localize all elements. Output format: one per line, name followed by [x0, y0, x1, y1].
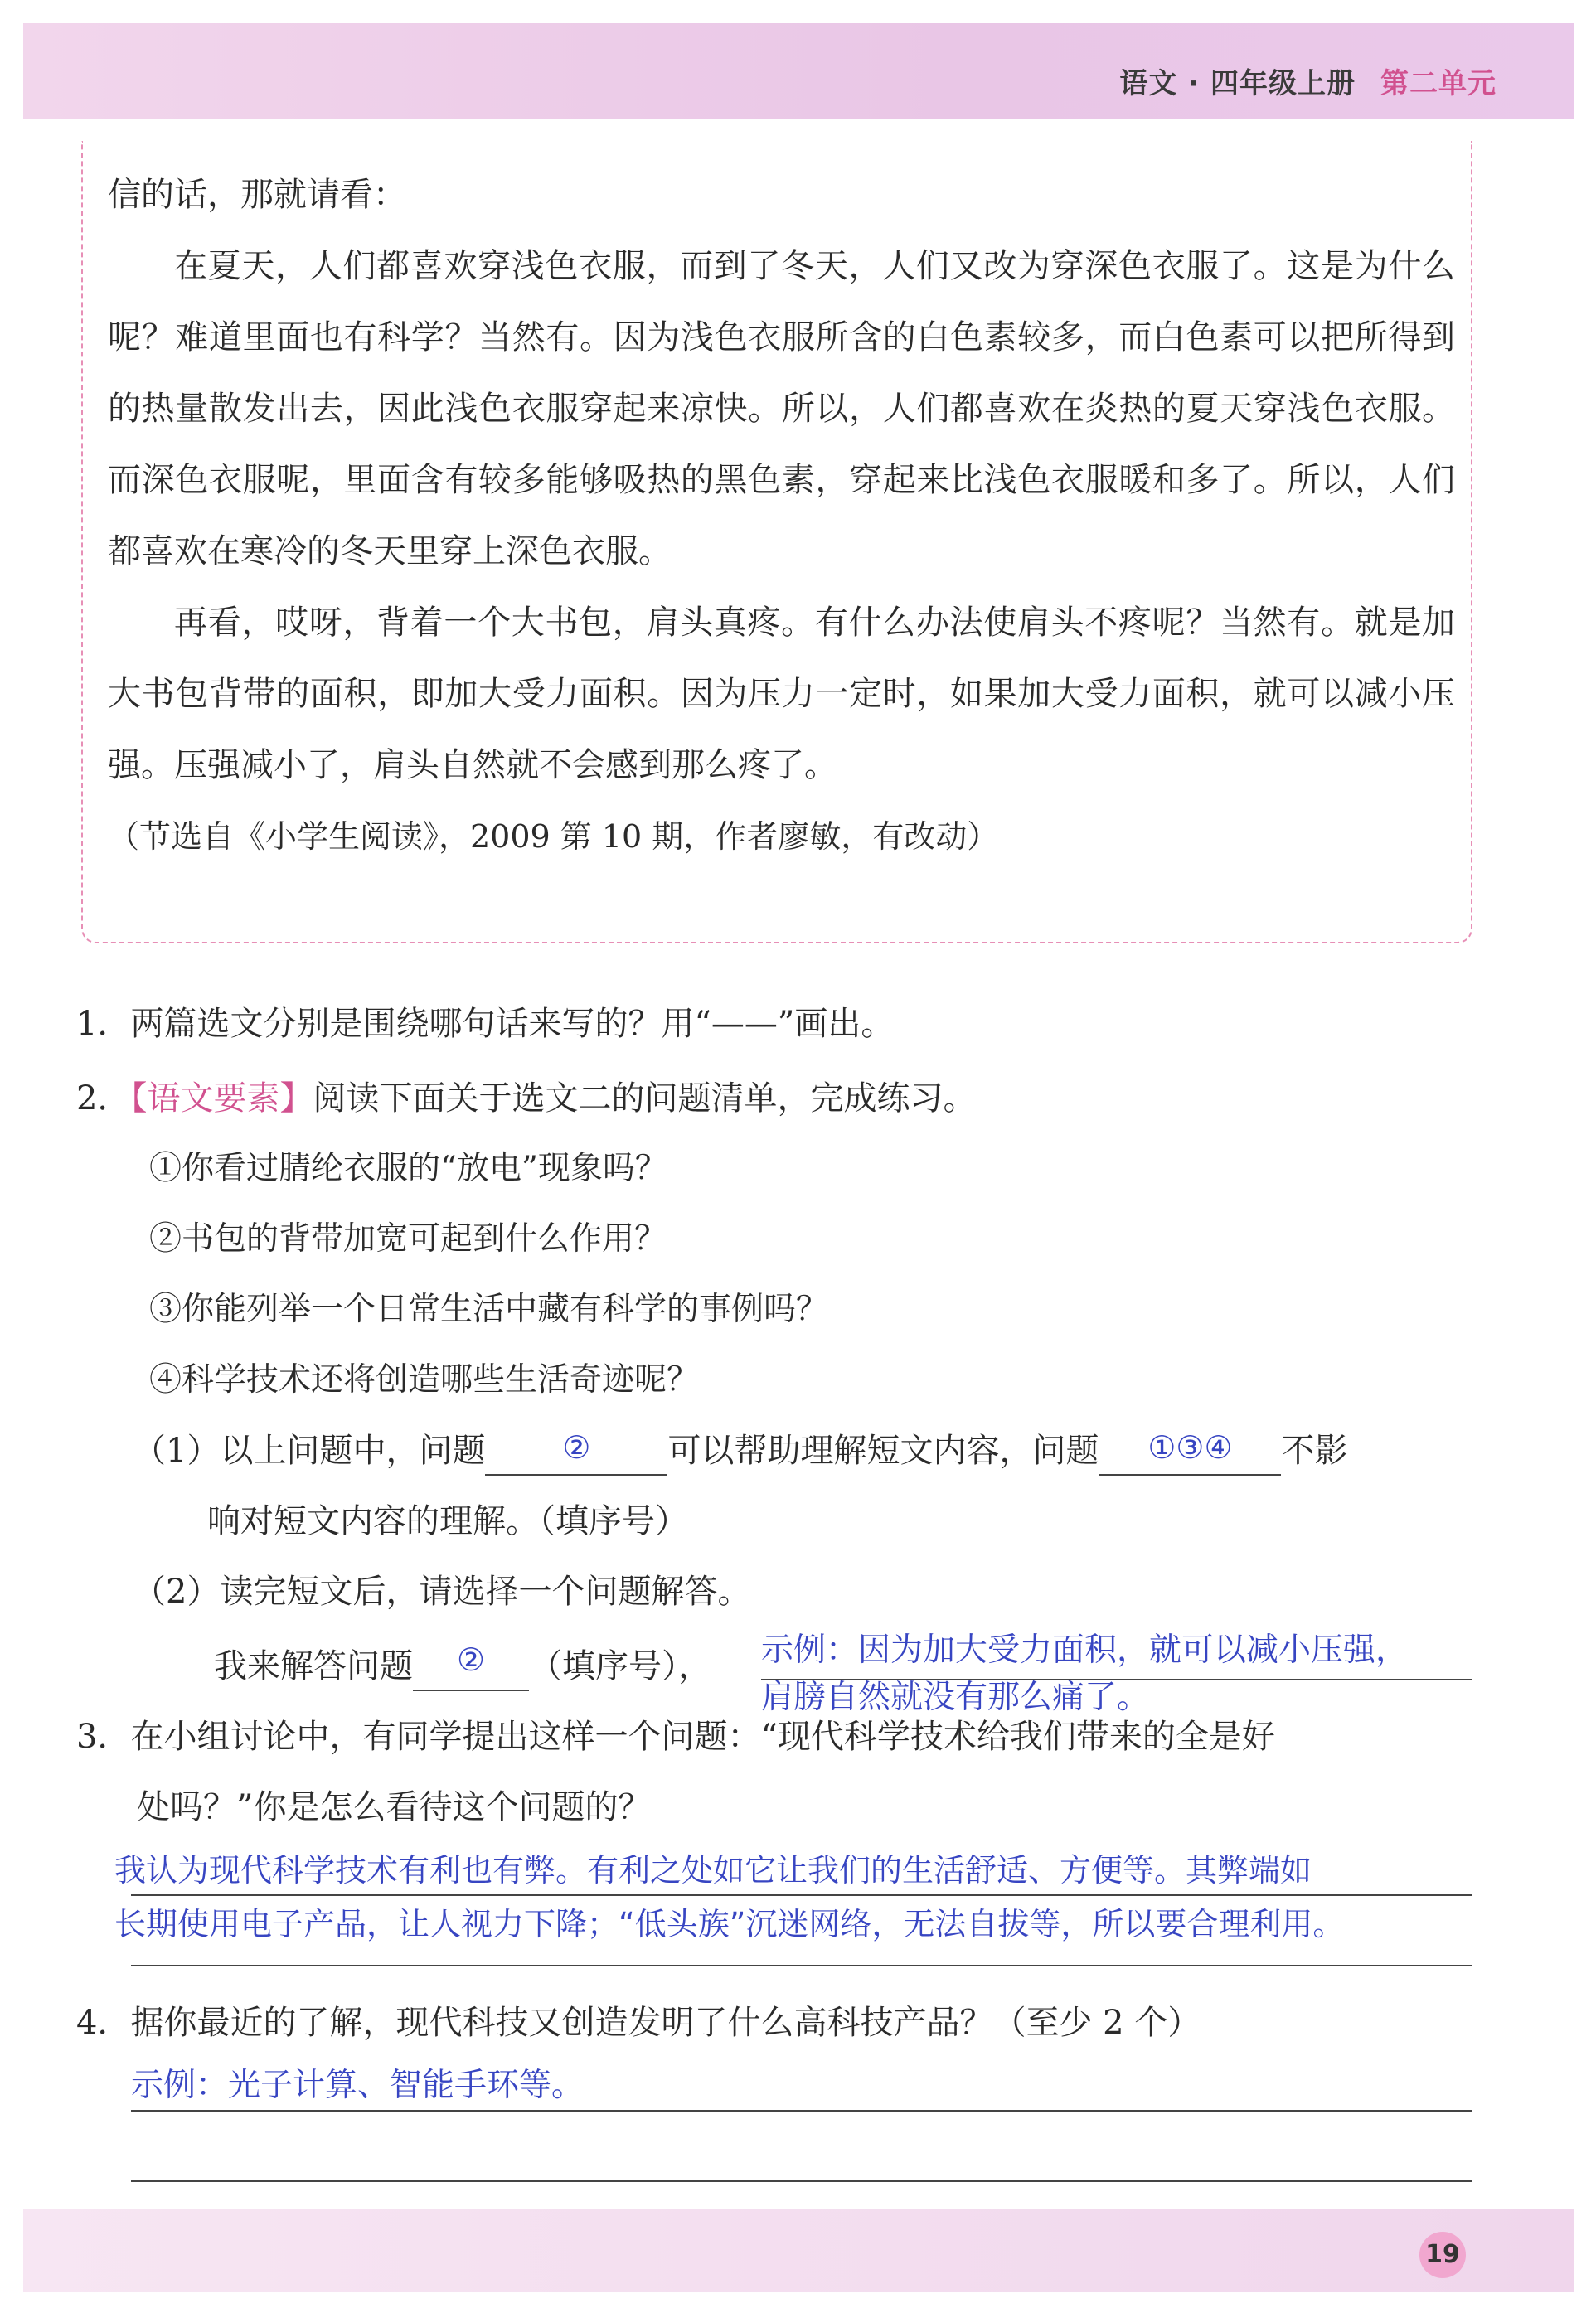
passage-paragraph-1: 在夏天，人们都喜欢穿浅色衣服，而到了冬天，人们又改为穿深色衣服了。这是为什么呢？难道里面也有科学？当然有。因为浅色衣服所含的白色素较多，而白色素可以把所得到的热量散发出去，因此浅色衣服穿起来凉快。所以，人们都喜欢在炎热的夏天穿浅色衣服。而深色衣服呢，里面含有较多能够吸热的黑色素，穿起来比浅色衣服暖和多了。所以，人们都喜欢在寒冷的冬天里穿上深色衣服。 [108, 247, 1455, 570]
answer-blank-3[interactable] [413, 1643, 529, 1691]
answer-fill-2: ①③④ [1147, 1429, 1233, 1466]
list-item: ①你看过腈纶衣服的“放电”现象吗？ [149, 1150, 667, 1187]
answer-rule [131, 1965, 1472, 1966]
question-4-answer: 示例：光子计算、智能手环等。 [131, 2067, 585, 2104]
passage-paragraph-2: 再看，哎呀，背着一个大书包，肩头真疼。有什么办法使肩头不疼呢？当然有。就是加大书包背带的面积，即加大受力面积。因为压力一定时，如果加大受力面积，就可以减小压强。压强减小了，肩头自然就不会感到那么疼了。 [108, 604, 1455, 784]
page-number: 19 [1419, 2232, 1466, 2278]
list-item: ④科学技术还将创造哪些生活奇迹呢？ [149, 1361, 700, 1399]
answer-rule [131, 2180, 1472, 2182]
answer-fill-1: ② [562, 1429, 591, 1466]
question-2-tag: 【语文要素】 [130, 1079, 313, 1118]
question-3-answer-line-1: 我认为现代科学技术有利也有弊。有利之处如它让我们的生活舒适、方便等。其弊端如 [114, 1852, 1312, 1889]
part-2-answer-row [214, 1641, 711, 1691]
answer-fill-3: ② [456, 1641, 486, 1678]
page-header [1119, 61, 1497, 101]
list-item: ②书包的背带加宽可起到什么作用？ [149, 1220, 667, 1258]
part-1-continuation: 响对短文内容的理解。（填序号） [207, 1502, 688, 1540]
answer-blank-1[interactable] [485, 1428, 667, 1476]
question-3: 3．在小组讨论中，有同学提出这样一个问题：“现代科学技术给我们带来的全是好 [76, 1718, 1275, 1756]
part-1 [133, 1426, 1347, 1476]
question-1: 1．两篇选文分别是围绕哪句话来写的？用“——”画出。 [76, 1005, 895, 1043]
part-2-text-b: （填序号）， [529, 1647, 711, 1685]
question-3-answer-line-2: 长期使用电子产品，让人视力下降；“低头族”沉迷网络，无法自拔等，所以要合理利用。 [114, 1906, 1345, 1942]
unit-label: 第二单元 [1380, 67, 1497, 100]
passage-source: （节选自《小学生阅读》，2009 第 10 期，作者廖敏，有改动） [108, 818, 999, 855]
part-1-text-c: 不影 [1281, 1432, 1348, 1470]
answer-blank-2[interactable] [1099, 1428, 1281, 1476]
question-2-text: 阅读下面关于选文二的问题清单，完成练习。 [313, 1079, 977, 1118]
part-1-text-b: 可以帮助理解短文内容，问题 [667, 1432, 1099, 1470]
part-2: （2）读完短文后，请选择一个问题解答。 [133, 1573, 751, 1611]
question-2 [76, 1074, 976, 1123]
list-item: ③你能列举一个日常生活中藏有科学的事例吗？ [149, 1291, 829, 1328]
answer-rule [131, 2110, 1472, 2112]
passage-box [81, 141, 1472, 943]
part-2-answer-line-1: 示例：因为加大受力面积，就可以减小压强， [761, 1632, 1409, 1669]
part-1-text-a: （1）以上问题中，问题 [133, 1432, 486, 1470]
question-3-continuation: 处吗？”你是怎么看待这个问题的？ [137, 1788, 652, 1826]
question-2-number: 2． [76, 1079, 131, 1118]
subject-label: 语文 · 四年级上册 [1119, 67, 1356, 100]
page-footer-band [23, 2209, 1574, 2292]
part-2-answer-line-2: 肩膀自然就没有那么痛了。 [761, 1679, 1150, 1716]
part-2-text-a: 我来解答问题 [214, 1647, 413, 1685]
question-4: 4．据你最近的了解，现代科技又创造发明了什么高科技产品？（至少 2 个） [76, 2004, 1201, 2042]
passage-line-start: 信的话，那就请看： [108, 176, 406, 214]
